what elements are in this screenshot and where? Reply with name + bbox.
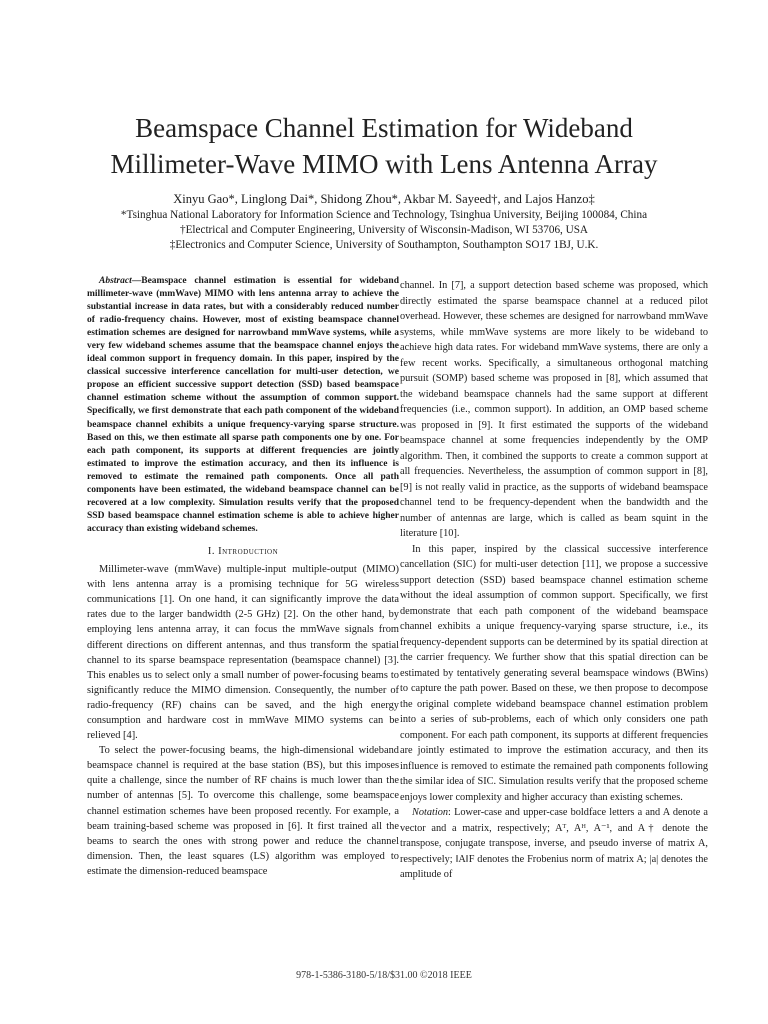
notation-label: Notation	[412, 807, 449, 818]
section-title: Introduction	[218, 545, 279, 557]
notation-paragraph	[400, 805, 708, 883]
intro-paragraph-2: To select the power-focusing beams, the high-dimensional wideband beamspace channel is required at the base station (BS), but this imposes quite a challenge, since the number of RF chains is much lower than the number of antennas [5]. To overcome this challenge, some beamspace channel estimation schemes have been proposed recently. For example, a beam training-based scheme was proposed in [6]. It first trained all the beams to search the ones with strong power and reduce the channel dimension. Then, the least squares (LS) algorithm was employed to estimate the dimension-reduced beamspace	[87, 745, 399, 877]
abstract-label: Abstract	[99, 276, 132, 286]
right-column	[400, 278, 708, 883]
affiliation-southampton: ‡Electronics and Computer Science, University of Southampton, Southampton SO17 1BJ, U.K.	[169, 239, 599, 251]
paper-title	[60, 110, 708, 182]
author-list: Xinyu Gao*, Linglong Dai*, Shidong Zhou*, Akbar M. Sayeed†, and Lajos Hanzo‡	[173, 192, 595, 206]
left-column	[87, 275, 399, 879]
affiliation-tsinghua: *Tsinghua National Laboratory for Information Science and Technology, Tsinghua University, Beijing 100084, China	[120, 209, 648, 221]
title-line-1: Beamspace Channel Estimation for Wideband	[135, 113, 633, 143]
copyright-footer: 978-1-5386-3180-5/18/$31.00 ©2018 IEEE	[296, 970, 472, 981]
affiliations	[40, 208, 728, 253]
section-heading	[87, 544, 399, 559]
body-paragraph-contribution: In this paper, inspired by the classical successive interference cancellation (SIC) for multi-user detection [11], we propose a successive support detection (SSD) based beamspace channel estimation scheme without the ideal assumption of common support. Specifically, we first demonstrate that each path component of the wideband beamspace channel exhibits a unique frequency-varying sparse structure, i.e., its frequency-dependent supports can be determined by its spatial direction at the carrier frequency. We further show that this spatial direction can be estimated by tentatively generating several beamspace windows (BWins) to capture the path power. Based on these, we then propose to decompose the original complete wideband beamspace channel estimation problem into a series of sub-problems, each of which only considers one path component. For each path component, its supports at different frequencies are jointly estimated to improve the estimation accuracy, and then its influence is removed to estimate the remained path components following the similar idea of SIC. Simulation results verify that the proposed scheme enjoys lower complexity and higher accuracy than existing schemes.	[400, 543, 708, 803]
affiliation-wisconsin: †Electrical and Computer Engineering, University of Wisconsin-Madison, WI 53706, USA	[179, 224, 589, 236]
abstract	[87, 275, 399, 536]
intro-paragraph-1: Millimeter-wave (mmWave) multiple-input multiple-output (MIMO) with lens antenna array is a promising technique for 5G wireless communications [1]. On one hand, it can significantly improve the data rates due to the larger bandwidth (2-5 GHz) [2]. On the other hand, by employing lens antenna array, it can focus the mmWave signals from different directions on different antennas, and thus transform the spatial channel to its sparse beamspace representation (beamspace channel) [3]. This enables us to select only a small number of power-focusing beams to significantly reduce the MIMO dimension. Consequently, the number of radio-frequency (RF) chains can be saved, and the high energy consumption and hardware cost in mmWave MIMO systems can be relieved [4].	[87, 564, 399, 742]
notation-text: : Lower-case and upper-case boldface letters a and A denote a vector and a matrix, respectively; Aᵀ, Aᴴ, A⁻¹, and A† denote the transpose, conjugate transpose, inverse, and pseudo inverse of matrix A, respectively; ‖A‖F denotes the Frobenius norm of matrix A; |a| denotes the amplitude of	[400, 807, 708, 880]
body-paragraph-continued: channel. In [7], a support detection based scheme was proposed, which directly estimated the sparse beamspace channel at a reduced pilot overhead. However, these schemes are designed for narrowband mmWave systems, while mmWave systems are more likely to be wideband to achieve high data rates. For wideband mmWave systems, there are only a few recent works. Specifically, a simultaneous orthogonal matching pursuit (SOMP) based scheme was proposed in [8], which assumed that the wideband beamspace channels had the same support at different frequencies (i.e., common support). In addition, an OMP based scheme was proposed in [9]. It first estimated the supports of the wideband beamspace channel at some frequencies independently by the OMP algorithm. Then, it combined the supports to create a common support at all frequencies. Nevertheless, the assumption of common support in [8], [9] is not really valid in practice, as the supports of wideband beamspace channel tend to be frequency-dependent when the bandwidth and the number of antennas are large, which is called as beam squint in the literature [10].	[400, 280, 708, 539]
title-line-2: Millimeter-Wave MIMO with Lens Antenna Array	[110, 149, 658, 179]
section-number: I.	[207, 545, 215, 557]
abstract-text: —Beamspace channel estimation is essential for wideband millimeter-wave (mmWave) MIMO with lens antenna array to achieve the substantial increase in data rates, but with a considerably reduced number of radio-frequency chains. However, most of existing beamspace channel estimation schemes are designed for narrowband mmWave systems, while a very few wideband schemes assume that the beamspace channel enjoys the ideal common support in frequency domain. In this paper, inspired by the classical successive interference cancellation for multi-user detection, we propose an efficient successive support detection (SSD) based beamspace channel estimation scheme without the assumption of common support. Specifically, we first demonstrate that each path component of the wideband beamspace channel exhibits a unique frequency-varying sparse structure. Based on this, we then estimate all sparse path components one by one. For each path component, its supports at different frequencies are jointly estimated to improve the estimation accuracy, and then its influence is removed to estimate the remained path components. Once all path components have been estimated, the wideband beamspace channel can be recovered at a low complexity. Simulation results verify that the proposed SSD based beamspace channel estimation scheme is able to achieve higher accuracy than existing wideband schemes.	[87, 276, 399, 534]
